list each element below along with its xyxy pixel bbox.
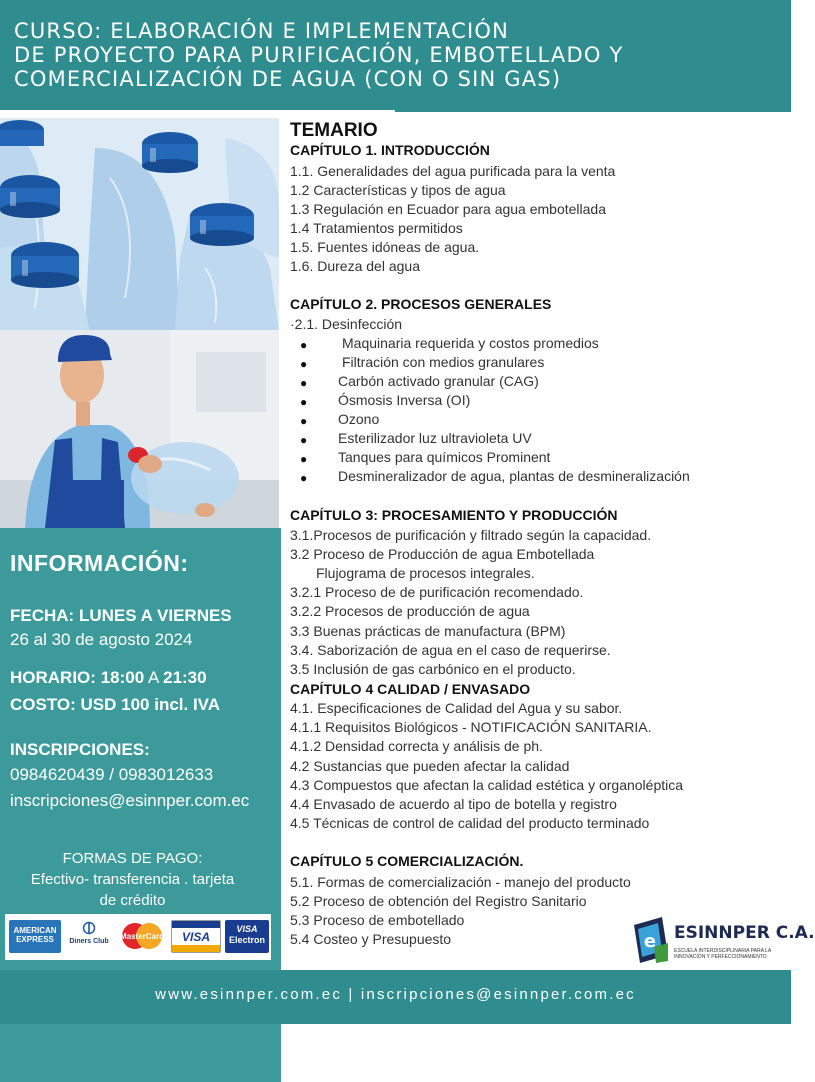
mastercard-icon <box>117 920 167 953</box>
bullet-icon: ● <box>300 471 308 485</box>
bullet-icon: ● <box>300 357 308 371</box>
cap3-item: 3.2 Proceso de Producción de agua Embotellada <box>290 546 595 562</box>
fecha-value: 26 al 30 de agosto 2024 <box>10 630 193 649</box>
cap5-item: 5.2 Proceso de obtención del Registro Sanitario <box>290 893 587 909</box>
payment-cards-strip <box>5 914 271 960</box>
cap3-item: 3.2.1 Proceso de de purificación recomendado. <box>290 584 584 600</box>
cap5-item: 5.1. Formas de comercialización - manejo del producto <box>290 874 631 890</box>
visa-card-icon <box>171 920 221 953</box>
cap5-heading: CAPÍTULO 5 COMERCIALIZACIÓN. <box>290 853 524 869</box>
cap5-item: 5.3 Proceso de embotellado <box>290 912 465 928</box>
course-title-line-1: CURSO: ELABORACIÓN E IMPLEMENTACIÓN <box>14 19 510 43</box>
cap2-bullet-item: Tanques para químicos Prominent <box>338 449 551 465</box>
cap2-bullet-item: Ósmosis Inversa (OI) <box>338 392 471 408</box>
left-column <box>0 112 281 970</box>
pago-line-1: Efectivo- transferencia . tarjeta <box>30 871 235 888</box>
footer-contact[interactable]: www.esinnper.com.ec | inscripciones@esinnper.com.ec <box>155 986 636 1003</box>
cap2-bullet-item: Esterilizador luz ultravioleta UV <box>338 430 532 446</box>
horario-start: 18:00 <box>100 668 145 687</box>
cap4-item: 4.4 Envasado de acuerdo al tipo de botella y registro <box>290 796 617 812</box>
cap1-item: 1.5. Fuentes idóneas de agua. <box>290 239 480 255</box>
esinnper-logo-icon <box>632 917 670 963</box>
cap2-bullet-item: Ozono <box>338 411 380 427</box>
cap2-bullet-item: Carbón activado granular (CAG) <box>338 373 539 389</box>
logo-subtitle: ESCUELA INTERDISCIPLINARIA PARA LA INNOVACIÓN Y PERFECCIONAMIENTO <box>674 948 771 960</box>
temario-title: TEMARIO <box>290 120 378 141</box>
pago-title: FORMAS DE PAGO: <box>62 850 203 867</box>
bullet-icon: ● <box>300 414 308 428</box>
cap4-heading: CAPÍTULO 4 CALIDAD / ENVASADO <box>290 681 531 697</box>
cap2-heading: CAPÍTULO 2. PROCESOS GENERALES <box>290 296 552 312</box>
cap1-item: 1.3 Regulación en Ecuador para agua embotellada <box>290 201 607 217</box>
course-title-line-3: COMERCIALIZACIÓN DE AGUA (CON O SIN GAS) <box>14 67 562 91</box>
footer-bar <box>0 970 791 1024</box>
delivery-man-photo <box>0 330 279 528</box>
bullet-icon: ● <box>300 433 308 447</box>
cap4-item: 4.2 Sustancias que pueden afectar la calidad <box>290 758 570 774</box>
cap1-item: 1.1. Generalidades del agua purificada para la venta <box>290 163 616 179</box>
cap4-item: 4.1. Especificaciones de Calidad del Agua y su sabor. <box>290 700 623 716</box>
costo-label: COSTO: USD 100 incl. IVA <box>10 695 221 714</box>
cap5-item: 5.4 Costeo y Presupuesto <box>290 931 452 947</box>
cap4-item: 4.5 Técnicas de control de calidad del producto terminado <box>290 815 650 831</box>
logo-name: ESINNPER C.A. <box>674 923 815 943</box>
contact-email[interactable]: inscripciones@esinnper.com.ec <box>10 791 250 810</box>
cap2-bullet-item: Maquinaria requerida y costos promedios <box>342 335 599 351</box>
cap4-item: 4.1.1 Requisitos Biológicos - NOTIFICACIÓN SANITARIA. <box>290 719 652 735</box>
phone-numbers[interactable]: 0984620439 / 0983012633 <box>10 765 214 784</box>
header-banner <box>0 0 791 112</box>
diners-card-icon: Diners Club <box>65 920 113 953</box>
cap1-heading: CAPÍTULO 1. INTRODUCCIÓN <box>290 142 490 158</box>
bullet-icon: ● <box>300 376 308 390</box>
cap3-item: 3.4. Saborización de agua en el caso de requerirse. <box>290 642 611 658</box>
cap3-item: Flujograma de procesos integrales. <box>316 565 535 581</box>
cap4-item: 4.1.2 Densidad correcta y análisis de ph. <box>290 738 543 754</box>
bullet-icon: ● <box>300 338 308 352</box>
fecha-label: FECHA: LUNES A VIERNES <box>10 606 232 625</box>
horario-end: 21:30 <box>163 668 207 687</box>
cap1-item: 1.4 Tratamientos permitidos <box>290 220 463 236</box>
course-title-line-2: DE PROYECTO PARA PURIFICACIÓN, EMBOTELLADO Y <box>14 43 624 67</box>
amex-card-icon: AMERICAN EXPRESS <box>9 920 61 953</box>
svg-text:MasterCard: MasterCard <box>119 932 165 941</box>
info-title: INFORMACIÓN: <box>10 550 189 576</box>
bullet-icon: ● <box>300 452 308 466</box>
cap1-item: 1.6. Dureza del agua <box>290 258 420 274</box>
inscripciones-label: INSCRIPCIONES: <box>10 740 150 759</box>
cap3-item: 3.3 Buenas prácticas de manufactura (BPM) <box>290 623 566 639</box>
mastercard-circles-icon <box>117 920 167 953</box>
horario-label: HORARIO: <box>10 668 96 687</box>
svg-text:e: e <box>643 931 657 952</box>
pago-line-2: de crédito <box>99 892 166 909</box>
cap1-item: 1.2 Características y tipos de agua <box>290 182 506 198</box>
svg-text:VISA: VISA <box>181 930 211 944</box>
cap3-item: 3.1.Procesos de purificación y filtrado según la capacidad. <box>290 527 652 543</box>
cap2-bullet-item: Desmineralizador de agua, plantas de desmineralización <box>338 468 690 484</box>
cap3-item: 3.2.2 Procesos de producción de agua <box>290 603 530 619</box>
horario-separator: A <box>147 668 159 687</box>
cap2-subheading: ·2.1. Desinfección <box>290 316 403 332</box>
cap2-bullet-item: Filtración con medios granulares <box>342 354 545 370</box>
bullet-icon: ● <box>300 395 308 409</box>
visa-electron-card-icon: VISA Electron <box>225 920 269 953</box>
horario-row <box>10 668 207 688</box>
diners-circle-icon <box>81 922 97 934</box>
cap3-item: 3.5 Inclusión de gas carbónico en el producto. <box>290 661 576 677</box>
delivery-man-illustration <box>0 330 279 528</box>
cap4-item: 4.3 Compuestos que afectan la calidad estética y organoléptica <box>290 777 684 793</box>
esinnper-logo <box>628 917 815 965</box>
cap3-heading: CAPÍTULO 3: PROCESAMIENTO Y PRODUCCIÓN <box>290 507 618 523</box>
visa-mark-icon <box>172 921 220 952</box>
